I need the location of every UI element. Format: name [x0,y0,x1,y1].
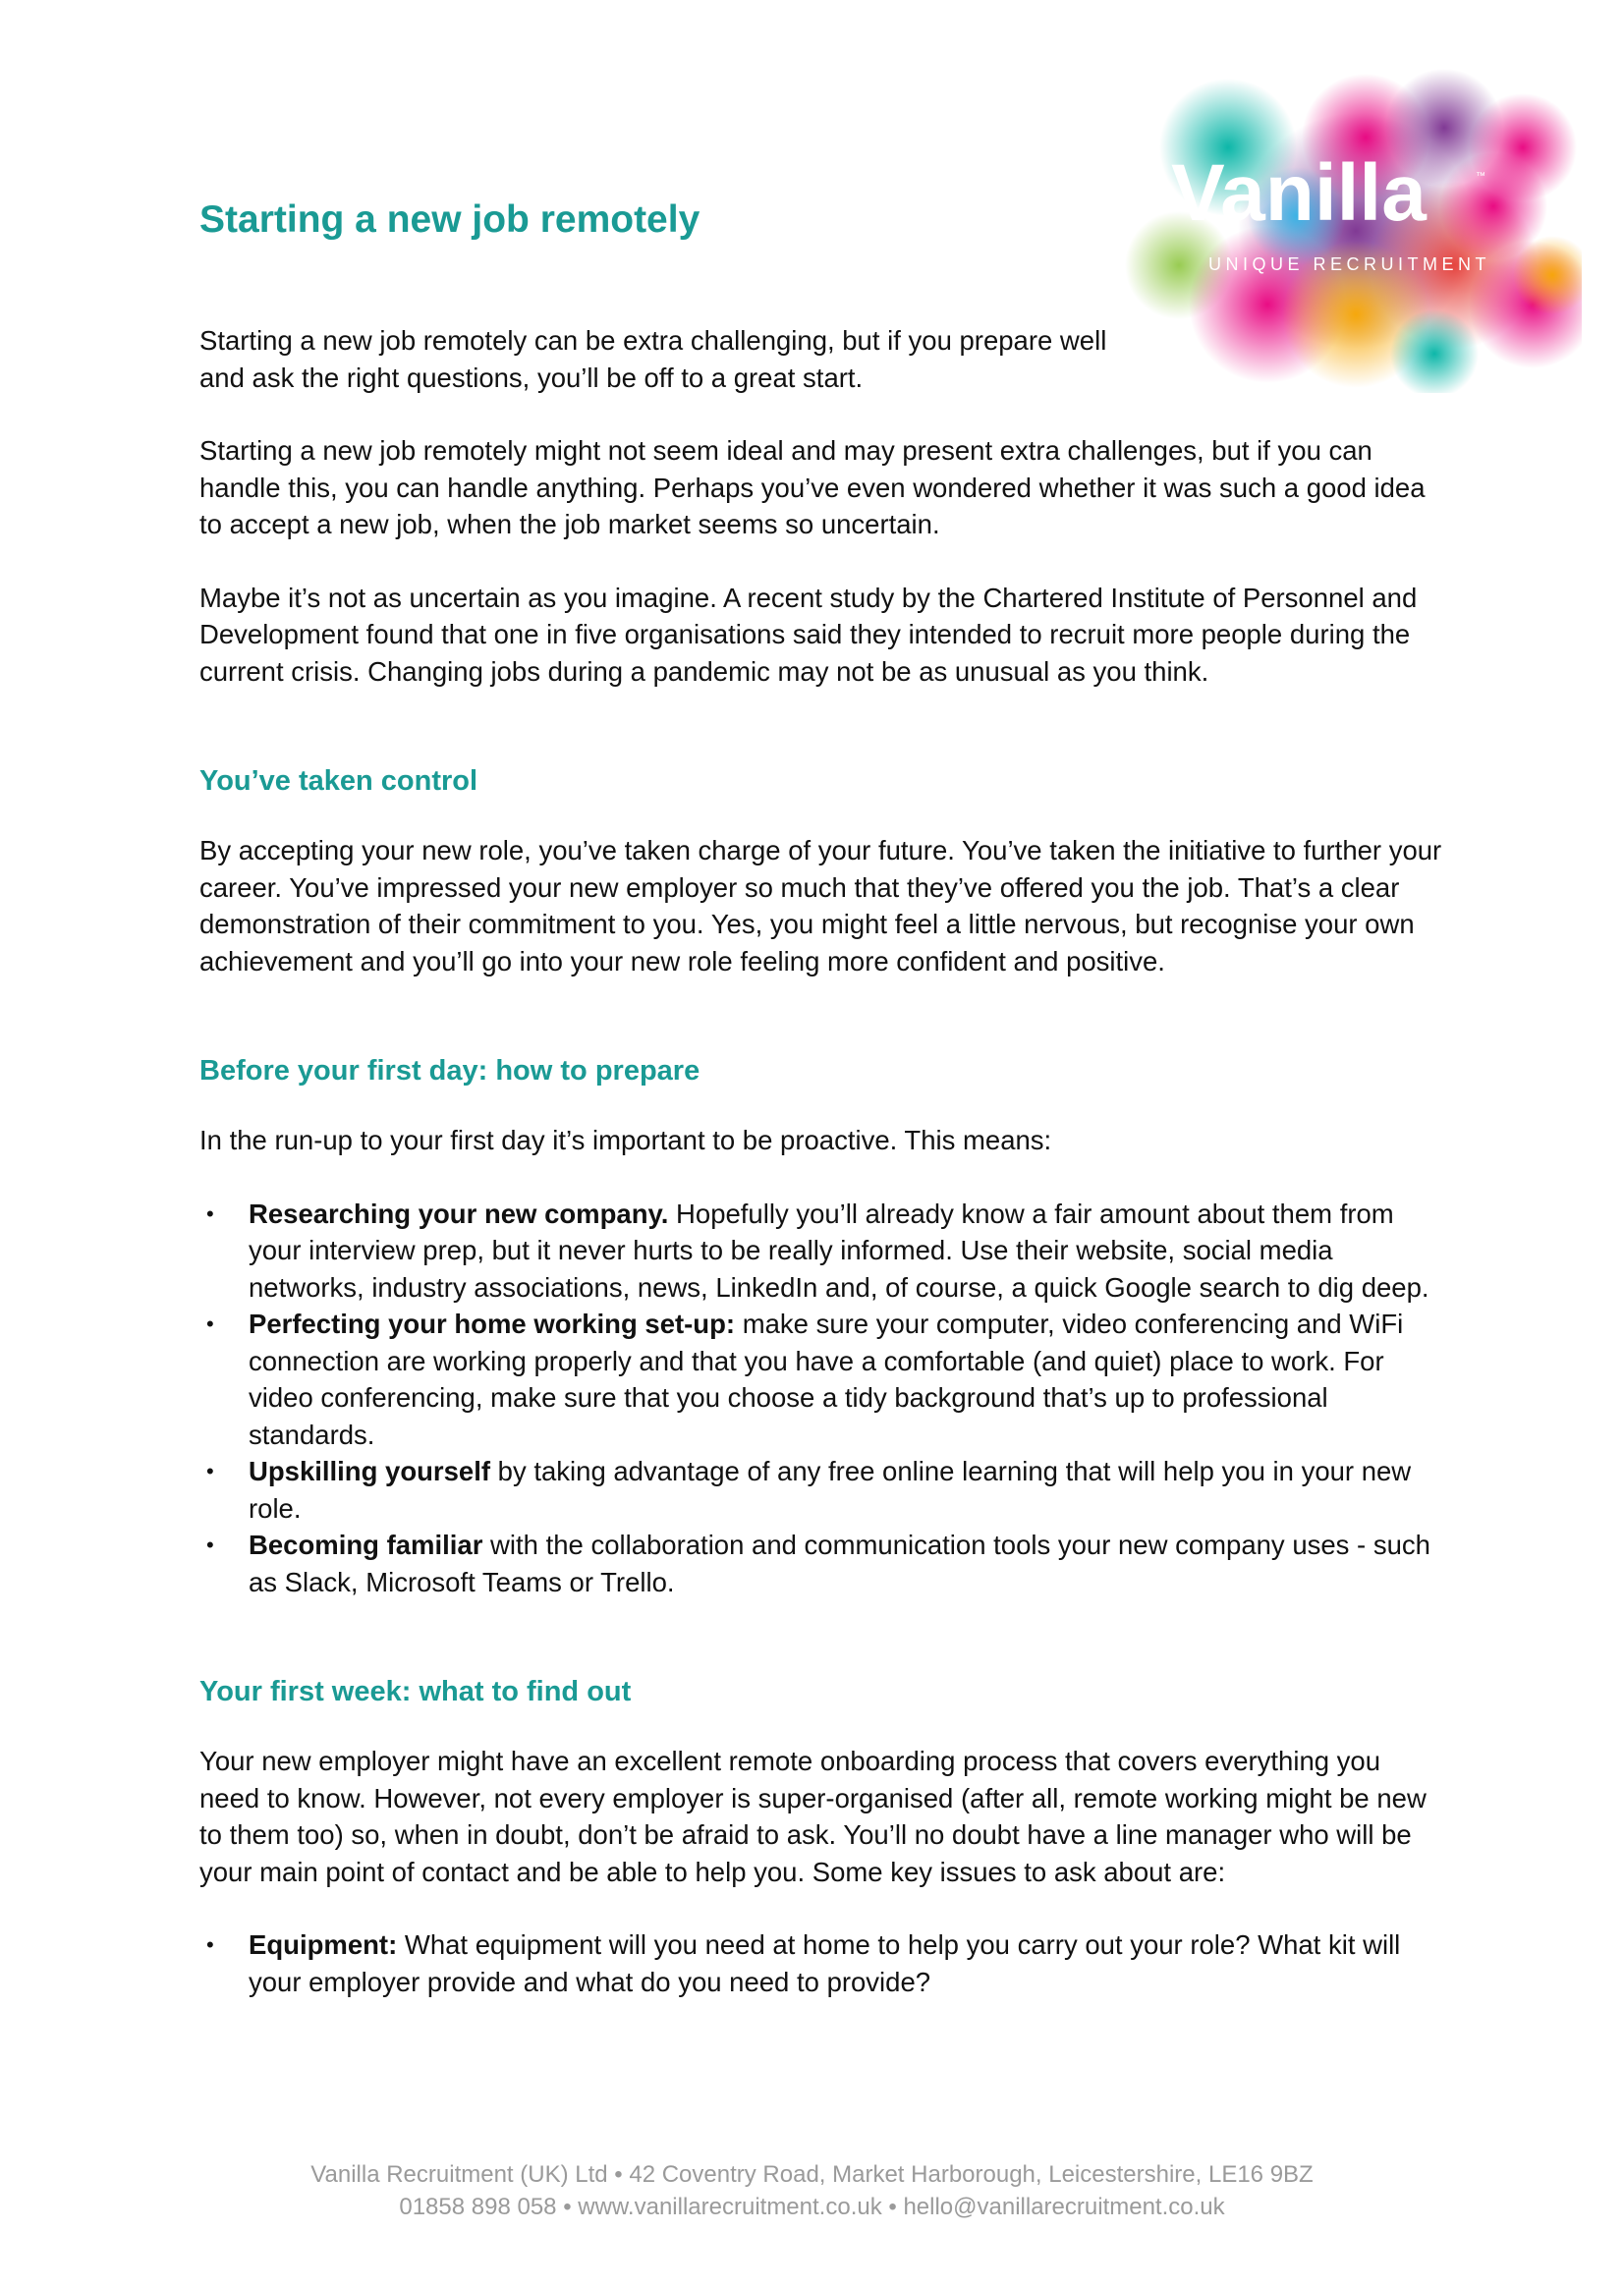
bullet-icon: • [206,1932,214,1957]
list-item-text: Hopefully you’ll already know a fair amount about them from your interview prep, but it never hurts to be really informed. Use their website, social media networks, industry associations, news, LinkedIn and, of course, a quick Google search to dig deep. [249,1198,1429,1303]
list-item [199,1453,1447,1527]
list-item-lead: Researching your new company. [249,1198,669,1229]
logo-trademark: ™ [1476,171,1485,182]
logo-tagline: UNIQUE RECRUITMENT [1208,254,1490,274]
prepare-bullet-list [199,1196,1447,1601]
list-item [199,1926,1447,2000]
page-footer [0,2158,1624,2223]
bullet-icon: • [206,1533,214,1557]
footer-contact: 01858 898 058 • www.vanillarecruitment.co.uk • hello@vanillarecruitment.co.uk [399,2194,1225,2220]
list-item [199,1306,1447,1453]
list-item [199,1196,1447,1307]
section-before-first-day-text: In the run-up to your first day it’s important to be proactive. This means: [199,1125,1052,1155]
section-taken-control-text: By accepting your new role, you’ve taken charge of your future. You’ve taken the initiative to further your career. You’ve impressed your new employer so much that they’ve offered you the job. That’s a clear demonstration of their commitment to you. Yes, you might feel a little nervous, but recognise your own achievement and you’ll go into your new role feeling more confident and positive. [199,835,1442,976]
page-title: Starting a new job remotely [199,198,700,241]
intro-paragraph: Starting a new job remotely can be extra challenging, but if you prepare well and ask the right questions, you’ll be off to a great start. [199,325,1107,393]
list-item-text: make sure your computer, video conferencing and WiFi connection are working properly and that you have a comfortable (and quiet) place to work. For video conferencing, make sure that you choose a tidy background that’s up to professional standards. [249,1309,1404,1450]
list-item-lead: Becoming familiar [249,1530,483,1560]
body-paragraph-2: Maybe it’s not as uncertain as you imagine. A recent study by the Chartered Institute of Personnel and Development found that one in five organisations said they intended to recruit more people during the current crisis. Changing jobs during a pandemic may not be as unusual as you think. [199,582,1418,687]
body-paragraph-1: Starting a new job remotely might not seem ideal and may present extra challenges, but if you can handle this, you can handle anything. Perhaps you’ve even wondered whether it was such a good idea to accept a new job, when the job market seems so uncertain. [199,435,1426,539]
bullet-icon: • [206,1311,214,1336]
list-item-text: What equipment will you need at home to help you carry out your role? What kit will your employer provide and what do you need to provide? [249,1929,1401,1997]
bullet-icon: • [206,1200,214,1226]
footer-address: Vanilla Recruitment (UK) Ltd • 42 Coventry Road, Market Harborough, Leicestershire, LE16 9BZ [310,2161,1314,2188]
logo-brand: Vanilla [1171,148,1427,238]
list-item-lead: Upskilling yourself [249,1456,491,1486]
document-content [199,196,1447,2000]
section-heading-first-week: Your first week: what to find out [199,1676,632,1707]
bullet-icon: • [206,1459,214,1483]
first-week-bullet-list [199,1926,1447,2000]
section-first-week-text: Your new employer might have an excellent remote onboarding process that covers everything you need to know. However, not every employer is super-organised (after all, remote working might be new to them too) so, when in doubt, don’t be afraid to ask. You’ll no doubt have a line manager who will be your main point of contact and be able to help you. Some key issues to ask about are: [199,1746,1427,1887]
list-item-text: by taking advantage of any free online learning that will help you in your new role. [249,1456,1412,1524]
section-heading-before-first-day: Before your first day: how to prepare [199,1055,700,1087]
list-item [199,1527,1447,1600]
list-item-lead: Perfecting your home working set-up: [249,1309,736,1339]
list-item-lead: Equipment: [249,1929,398,1960]
list-item-text: with the collaboration and communication tools your new company uses - such as Slack, Microsoft Teams or Trello. [249,1530,1430,1597]
section-heading-taken-control: You’ve taken control [199,765,478,797]
